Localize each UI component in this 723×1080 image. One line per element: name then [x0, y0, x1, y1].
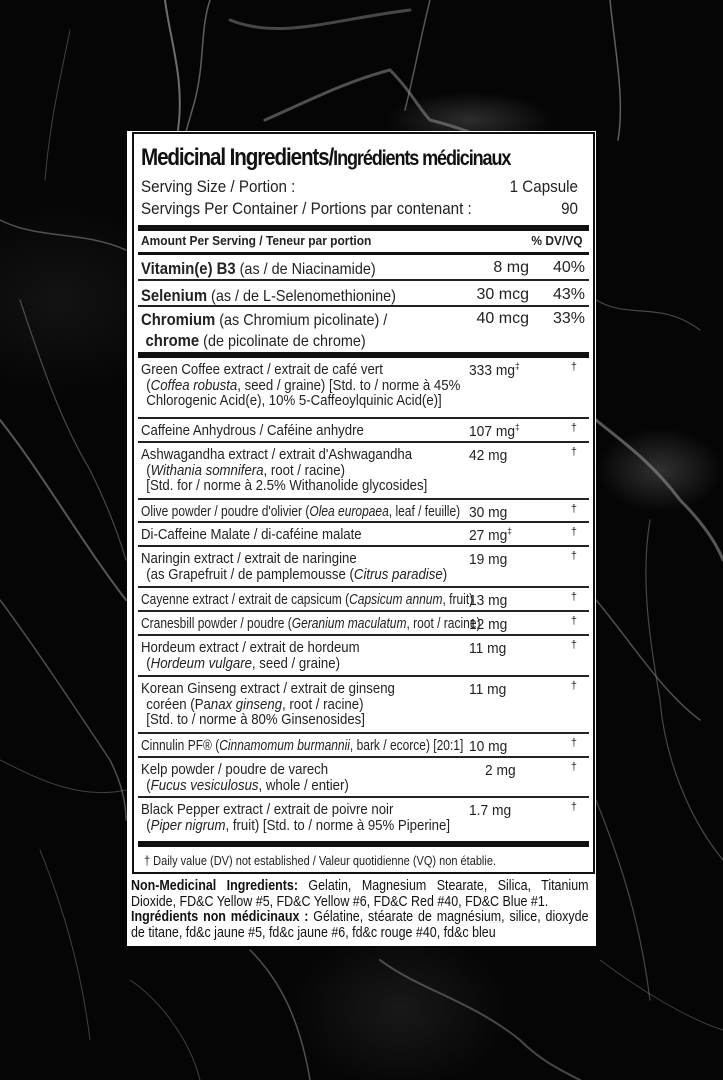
ingredient-dv: † — [570, 503, 577, 515]
ingredient-dv: † — [570, 639, 577, 651]
ingredient-amount: 11 mg — [469, 681, 507, 698]
ingredient-amount: 19 mg — [469, 551, 508, 568]
vitamin-name: Vitamin(e) B3 — [141, 260, 236, 278]
header-divider — [138, 252, 589, 255]
ingredient-row: Black Pepper extract / extrait de poivre noir (Piper nigrum, fruit) [Std. to / norme à 95% Piperine] 1.7 mg † — [141, 801, 577, 834]
ingredient-row: Hordeum extract / extrait de hordeum (Hordeum vulgare, seed / graine) 11 mg † — [138, 637, 589, 677]
ingredient-amount: 12 mg — [469, 616, 508, 633]
servings-per-container-row — [141, 200, 578, 219]
non-medicinal-fr-label: Ingrédients non médicinaux : — [131, 909, 309, 926]
ingredient-amount: 42 mg — [469, 447, 508, 464]
non-medicinal-en-text: Gelatin, Magnesium Stearate, Silica, Titanium Dioxide, FD&C Yellow #5, FD&C Yellow #6, FD&C Red #40, FD&C Blue #1. — [131, 878, 589, 910]
vitamin-name: Chromium — [141, 311, 216, 329]
ingredient-amount: 10 mg — [469, 738, 508, 755]
ingredient-dv: † — [570, 526, 577, 538]
ingredient-dv: † — [570, 361, 577, 373]
vitamin-dv: 33% — [552, 310, 585, 327]
ingredient-dv: † — [570, 591, 577, 603]
title-en: Medicinal Ingredients — [141, 144, 329, 171]
ingredient-row: Caffeine Anhydrous / Caféine anhydre 107 mg‡ † — [138, 420, 589, 443]
medicinal-ingredients-panel — [132, 132, 595, 874]
ingredient-amount: 30 mg — [469, 504, 508, 521]
ingredient-row: Ashwagandha extract / extrait d'Ashwagandha (Withania somnifera, root / racine) [Std. for / norme à 2.5% Withanolide glycosides] 42 mg † — [138, 444, 589, 500]
vitamin-name: Selenium — [141, 287, 208, 305]
non-medicinal-fr-text: Gélatine, stéarate de magnésium, silice, dioxyde de titane, fd&c jaune #5, fd&c jaune #6, fd&c rouge #40, fd&c bleu — [131, 909, 589, 942]
vitamin-amount: 40 mcg — [476, 310, 529, 327]
ingredient-dv: † — [570, 446, 577, 458]
ingredient-dv: † — [570, 550, 577, 562]
ingredient-row: Naringin extract / extrait de naringine (as Grapefruit / de pamplemousse (Citrus paradise) 19 mg † — [138, 548, 589, 588]
ingredient-row: Kelp powder / poudre de varech (Fucus vesiculosus, whole / entier) 2 mg † — [138, 759, 589, 798]
serving-size-label: Serving Size / Portion : — [141, 178, 296, 196]
ingredient-amount: 11 mg — [469, 640, 507, 657]
thick-divider — [138, 841, 589, 847]
supplement-facts-label — [127, 131, 596, 946]
thick-divider — [138, 352, 589, 358]
ingredient-dv: † — [570, 615, 577, 627]
vitamin-dv: 43% — [552, 286, 585, 303]
ingredient-row: Olive powder / poudre d'olivier (Olea europaea, leaf / feuille) 30 mg † — [138, 501, 589, 523]
title-fr: Ingrédients médicinaux — [333, 147, 511, 170]
non-medicinal-ingredients — [131, 879, 589, 942]
ingredient-dv: † — [570, 422, 577, 434]
ingredient-amount: 13 mg — [469, 592, 508, 609]
ingredient-amount: 2 mg — [485, 762, 516, 779]
servings-per-container-value: 90 — [561, 200, 578, 218]
ingredient-amount: 107 mg‡ — [469, 422, 520, 440]
vitamin-amount: 30 mcg — [476, 286, 529, 303]
vitamin-row: Vitamin(e) B3 (as / de Niacinamide) 8 mg 40% — [138, 256, 589, 281]
dv-footnote: † Daily value (DV) not established / Valeur quotidienne (VQ) non établie. — [144, 854, 496, 868]
ingredient-dv: † — [570, 801, 577, 813]
ingredient-amount: 333 mg‡ — [469, 361, 520, 379]
serving-size-row — [141, 178, 578, 197]
ingredient-row: Di-Caffeine Malate / di-caféine malate 27 mg‡ † — [138, 524, 589, 547]
servings-per-container-label: Servings Per Container / Portions par contenant : — [141, 200, 472, 218]
ingredient-amount: 1.7 mg — [469, 802, 512, 819]
ingredient-row: Korean Ginseng extract / extrait de ginseng coréen (Panax ginseng, root / racine) [Std. to / norme à 80% Ginsenosides] 11 mg † — [138, 678, 589, 734]
non-medicinal-en-label: Non-Medicinal Ingredients: — [131, 878, 299, 894]
ingredient-row: Cranesbill powder / poudre (Geranium maculatum, root / racine) 12 mg † — [138, 613, 589, 636]
table-header — [141, 233, 583, 248]
ingredient-row: Cinnulin PF® (Cinnamomum burmannii, bark / ecorce) [20:1] 10 mg † — [138, 735, 589, 758]
vitamin-dv: 40% — [552, 259, 585, 276]
ingredient-dv: † — [570, 680, 577, 692]
amount-per-serving-header: Amount Per Serving / Teneur par portion — [141, 233, 372, 248]
serving-size-value: 1 Capsule — [509, 178, 578, 196]
ingredient-amount: 27 mg‡ — [469, 526, 512, 544]
ingredient-row: Green Coffee extract / extrait de café vert (Coffea robusta, seed / graine) [Std. to / norme à 45% Chlorogenic Acid(e), 10% 5-Caffeoylquinic Acid(e)] 333 mg‡ † — [138, 359, 589, 419]
vitamin-row: Chromium (as Chromium picolinate) / chrome (de picolinate de chrome) 40 mcg 33% — [141, 310, 585, 350]
ingredient-dv: † — [570, 737, 577, 749]
panel-title: Medicinal Ingredients/Ingrédients médicinaux — [141, 144, 511, 171]
dv-header: % DV/VQ — [531, 233, 583, 248]
ingredient-row: Cayenne extract / extrait de capsicum (Capsicum annum, fruit) 13 mg † — [138, 589, 589, 612]
vitamin-amount: 8 mg — [493, 259, 529, 276]
thick-divider — [138, 225, 589, 231]
vitamin-row: Selenium (as / de L-Selenomethionine) 30 mcg 43% — [138, 283, 589, 307]
ingredient-dv: † — [570, 761, 577, 773]
